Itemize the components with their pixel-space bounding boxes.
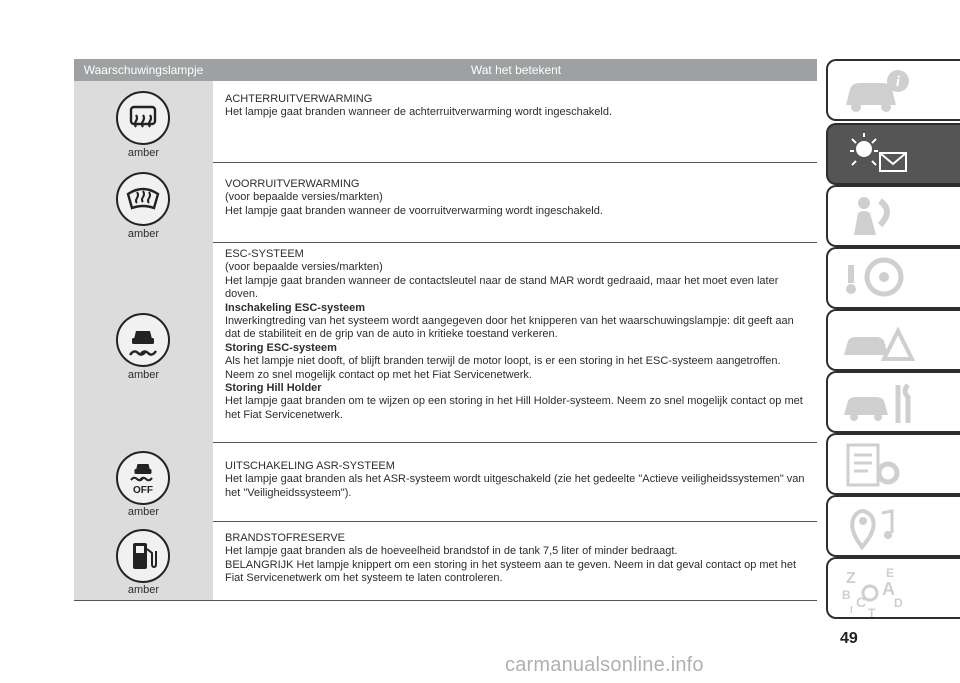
table-row [74,162,817,243]
off-label: OFF [133,485,153,496]
watermark: carmanualsonline.info [505,654,704,676]
table-header [74,59,817,81]
svg-text:I: I [850,605,853,616]
row-text: Het lampje gaat branden als het ASR-systeem wordt uitgeschakeld (zie het gedeelte "Actieve veiligheidssystemen" van het "Veiligheidssysteem"). [225,473,805,499]
asr-off-icon [116,451,170,505]
warning-lights-table [74,59,817,596]
svg-text:B: B [842,588,851,602]
svg-text:i: i [895,74,901,90]
front-defrost-icon [116,172,170,226]
subheading: Storing ESC-systeem [225,341,337,354]
table-row [74,81,817,163]
svg-text:D: D [894,596,903,610]
page-number: 49 [840,630,858,647]
tab-emergency[interactable] [826,309,960,371]
fuel-icon [116,529,170,583]
color-label: amber [127,506,160,518]
table-row [74,442,817,522]
tab-multimedia[interactable] [826,495,960,557]
tab-maintenance[interactable] [826,371,960,433]
svg-text:A: A [882,579,895,599]
color-label: amber [127,228,160,240]
row-text: Het lampje gaat branden als de hoeveelheid brandstof in de tank 7,5 liter of minder bedraagt. [225,545,678,558]
row-text: Inwerkingtreding van het systeem wordt aangegeven door het knipperen van het waarschuwingslampje: dit geeft aan dat de stabiliteit en de grip van de auto in kritieke toestand verkeren. [225,315,794,341]
row-title: ESC-SYSTEEM [225,248,304,260]
driving-steering-icon [836,253,946,305]
header-meaning: Wat het betekent [470,63,562,77]
rear-defrost-icon [116,91,170,145]
emergency-icon [836,315,946,367]
maintenance-icon [836,377,946,429]
tab-safety[interactable] [826,185,960,247]
row-text: Het lampje gaat branden wanneer de voorruitverwarming wordt ingeschakeld. [225,204,603,217]
svg-text:T: T [868,606,876,619]
row-text: Het lampje gaat branden om te wijzen op een storing in het Hill Holder-systeem. Neem zo snel mogelijk contact op met het Fiat Servicenetwerk. [225,395,803,421]
tab-index[interactable] [826,557,960,619]
row-text: Het lampje gaat branden wanneer de contactsleutel naar de stand MAR wordt gedraaid, maar het moet even later doven. [225,274,779,301]
subheading: Storing Hill Holder [225,382,322,395]
row-title: BRANDSTOFRESERVE [225,532,346,544]
row-text: (voor bepaalde versies/markten) [225,191,383,204]
row-text: (voor bepaalde versies/markten) [225,261,383,274]
row-text: BELANGRIJK Het lampje knippert om een storing in het systeem aan te geven. Neem in dat geval contact op met het Fiat Servicenetwerk om het systeem te laten controleren. [225,558,797,585]
safety-airbag-icon [836,191,946,243]
technical-data-icon [836,439,946,491]
color-label: amber [127,369,160,381]
table-row [74,242,817,443]
row-title: VOORRUITVERWARMING [225,178,360,190]
color-label: amber [127,147,160,159]
color-label: amber [127,584,160,596]
svg-text:E: E [886,566,895,580]
warning-lights-icon [836,129,946,181]
svg-text:Z: Z [846,570,856,587]
tab-driving[interactable] [826,247,960,309]
svg-text:C: C [856,594,867,610]
index-icon [836,563,946,619]
table-row [74,521,817,601]
multimedia-icon [836,501,946,553]
row-text: Als het lampje niet dooft, of blijft branden terwijl de motor loopt, is er een storing in het ESC-systeem aangetroffen. Neem zo snel mogelijk contact op met het Fiat Servicenetwerk. [225,355,781,381]
tab-technical-data[interactable] [826,433,960,495]
row-title: UITSCHAKELING ASR-SYSTEEM [225,460,395,472]
tab-warning-lights[interactable] [826,123,960,185]
subheading: Inschakeling ESC-systeem [225,301,366,314]
tab-car-info[interactable] [826,59,960,121]
row-title: ACHTERRUITVERWARMING [225,93,373,105]
esc-icon [116,313,170,367]
row-text: Het lampje gaat branden wanneer de achterruitverwarming wordt ingeschakeld. [225,106,613,119]
car-info-icon [836,65,946,117]
header-warning-light: Waarschuwingslampje [83,63,204,77]
